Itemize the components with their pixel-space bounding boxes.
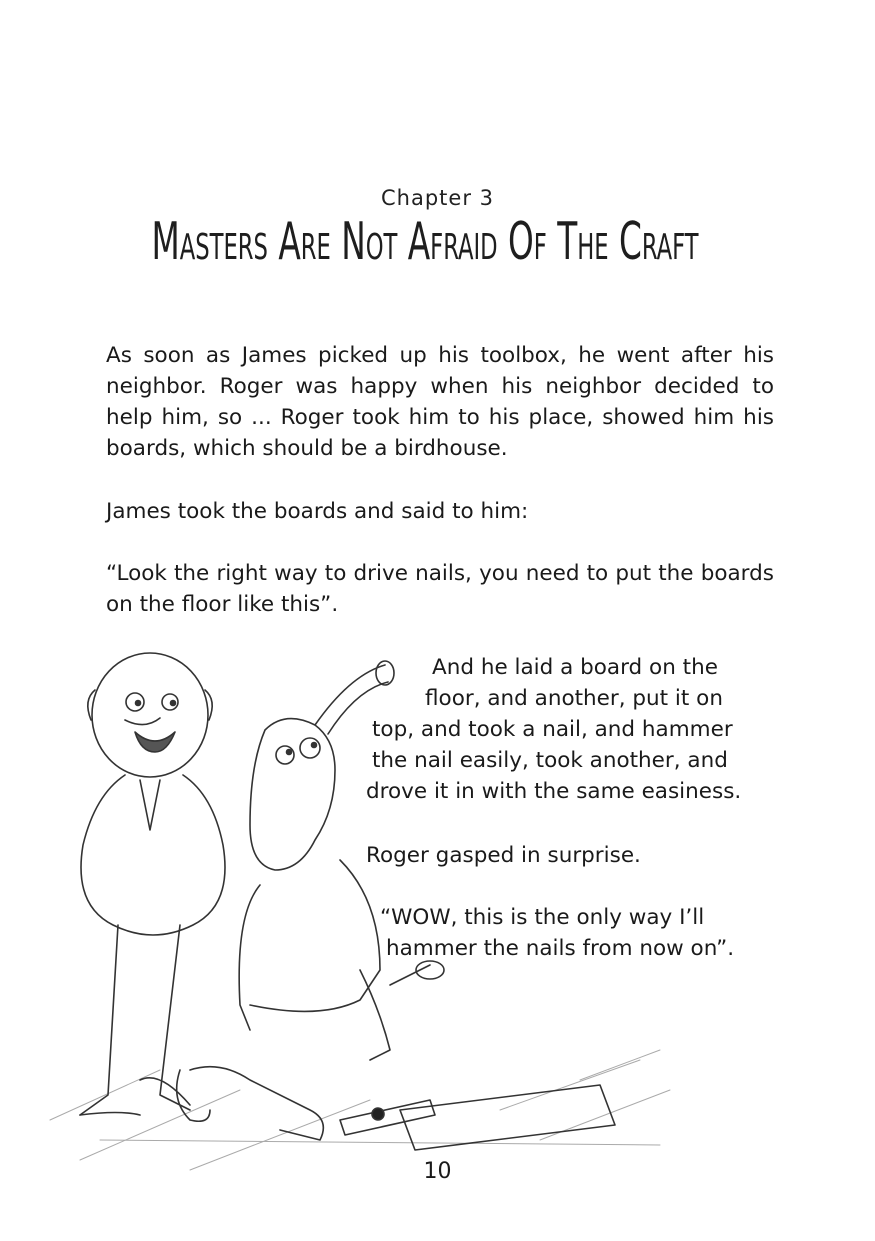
paragraph-intro: As soon as James picked up his toolbox, he went after his neighbor. Roger was happy when his neighbor decided to help him, so ... Roger took him to his place, showed him his boards, which should be a birdhouse. bbox=[106, 343, 774, 461]
side-text-line-5: drove it in with the same easiness. bbox=[366, 779, 742, 804]
chapter-label: Chapter 3 bbox=[381, 186, 494, 210]
floor-lines bbox=[50, 1050, 670, 1170]
roger-figure bbox=[80, 653, 225, 1115]
side-text-line-6: Roger gasped in surprise. bbox=[366, 843, 641, 868]
paragraph-quote: “Look the right way to drive nails, you need to put the boards on the floor like this”. bbox=[106, 561, 774, 617]
boards-sketch bbox=[340, 1085, 615, 1150]
chapter-title: Masters Are Not Afraid Of The Craft bbox=[151, 212, 699, 272]
side-text-line-8: hammer the nails from now on”. bbox=[386, 936, 735, 961]
side-text-line-4: the nail easily, took another, and bbox=[372, 748, 728, 773]
side-text-line-1: And he laid a board on the bbox=[432, 655, 718, 680]
paragraph-dialogue-lead: James took the boards and said to him: bbox=[106, 499, 529, 524]
side-text-line-7: “WOW, this is the only way I’ll bbox=[380, 905, 705, 930]
page-number: 10 bbox=[423, 1159, 452, 1184]
side-text-line-2: floor, and another, put it on bbox=[425, 686, 723, 711]
side-text-line-3: top, and took a nail, and hammer bbox=[372, 717, 733, 742]
